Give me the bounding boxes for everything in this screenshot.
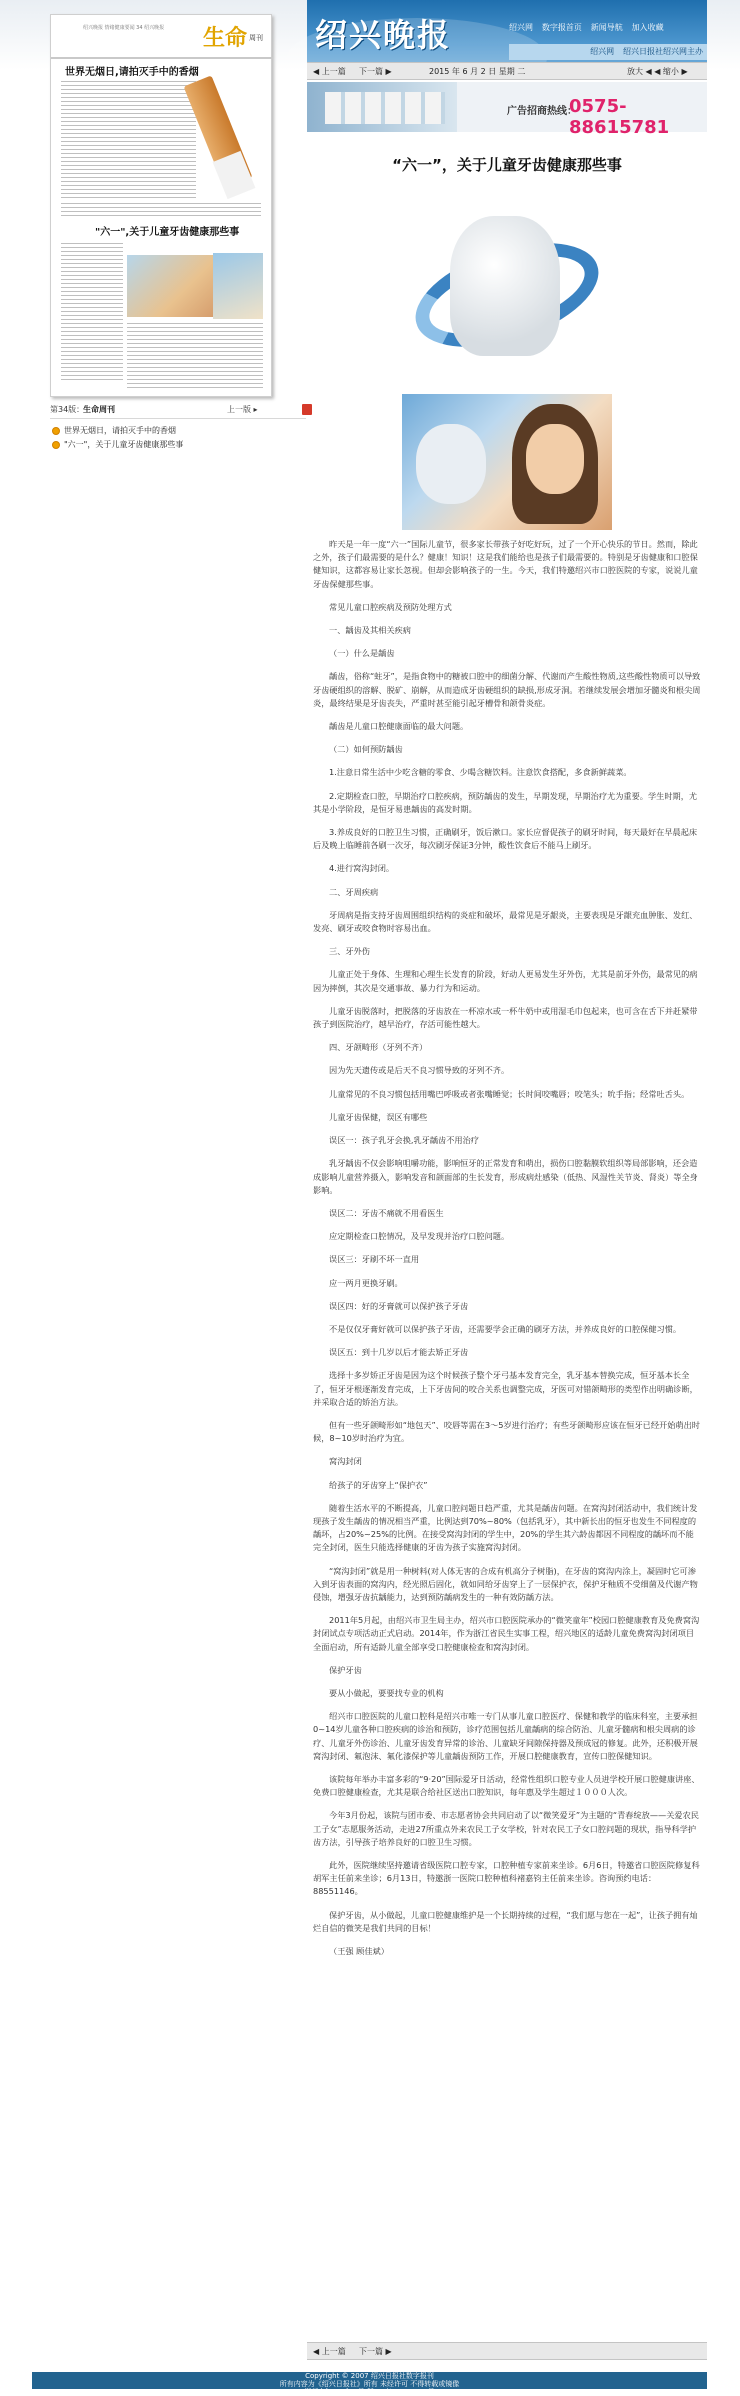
article-paragraph: 2011年5月起，由绍兴市卫生局主办，绍兴市口腔医院承办的“微笑童年”校园口腔健康教育及免费窝沟封闭试点专项活动正式启动。2014年，作为浙江省民生实事工程，绍兴地区的适龄儿童免费窝沟封闭项目全面启动，所有适龄儿童全部享受口腔健康检查和窝沟封闭。 (313, 1615, 700, 1652)
article-paragraph: （王强 顾佳斌） (329, 1946, 389, 1957)
article-list-item-label[interactable]: "六一"，关于儿童牙齿健康那些事 (64, 440, 184, 449)
divider (50, 418, 306, 419)
article-paragraph: 儿童常见的不良习惯包括用嘴巴呼吸或者张嘴睡觉；长时间咬嘴唇；咬笔头；吮手指；经常吐舌头。 (329, 1088, 690, 1099)
article-paragraph: 绍兴市口腔医院的儿童口腔科是绍兴市唯一专门从事儿童口腔医疗、保健和教学的临床科室，主要承担0~14岁儿童各种口腔疾病的诊治和预防，诊疗范围包括儿童龋病的综合防治、儿童牙髓病和根尖周病的诊疗、儿童牙外伤诊治、儿童牙齿发育异常的诊治、儿童缺牙间隙保持器及预成冠的修复。此外，还积极开展窝沟封闭、氟泡沫、氟化漆保护等儿童龋齿预防工作，开展口腔健康教育，宣传口腔保健知识。 (313, 1711, 698, 1761)
article-paragraph: 保护牙齿，从小做起，儿童口腔健康维护是一个长期持续的过程，“我们愿与您在一起”，让孩子拥有灿烂自信的微笑是我们共同的目标！ (313, 1909, 698, 1933)
article-paragraph: 不是仅仅牙膏好就可以保护孩子牙齿，还需要学会正确的刷牙方法，并养成良好的口腔保健习惯。 (329, 1323, 682, 1334)
issue-date: 2015 年 6 月 2 日 星期 二 (429, 67, 526, 76)
left-column (32, 0, 306, 460)
thumbnail-brand-sub: 周刊 (249, 34, 263, 42)
article-paragraph: 误区一：孩子乳牙会换,乳牙龋齿不用治疗 (329, 1135, 479, 1146)
article-paragraph: 龋齿，俗称“蛀牙”，是指食物中的糖被口腔中的细菌分解、代谢而产生酸性物质,这些酸性物质可以导致牙齿硬组织的溶解、脱矿、崩解，从而造成牙齿硬组织的缺损,形成牙洞。若继续发展会增加牙髓炎和根尖周炎，最终结果是牙齿丧失，严重时甚至能引起牙槽骨和颌骨炎症。 (313, 671, 701, 708)
article-paragraph: 儿童正处于身体、生理和心理生长发育的阶段，好动人更易发生牙外伤，尤其是前牙外伤，最常见的病因为摔倒，其次是交通事故、暴力行为和运动。 (313, 969, 698, 993)
article-list-item-label[interactable]: 世界无烟日，请拍灭手中的香烟 (64, 426, 176, 435)
sub-link[interactable]: 绍兴日报社绍兴网主办 (623, 47, 703, 56)
article-paragraph: 要从小做起，要要找专业的机构 (329, 1687, 444, 1698)
thumbnail-small-header: 绍兴晚报 情绪健康要闻 34 绍兴晚报 (83, 25, 165, 31)
article-paragraph: （二）如何预防龋齿 (329, 744, 403, 755)
article-paragraph: 选择十多岁矫正牙齿是因为这个时候孩子整个牙弓基本发育完全，乳牙基本替换完成，恒牙基本长全了，恒牙牙根逐渐发育完成，上下牙齿间的咬合关系也调整完成，牙医可对错颌畸形的类型作出明确诊断，并采取合适的矫治方法。 (313, 1370, 698, 1407)
top-link[interactable]: 新闻导航 (590, 23, 623, 32)
article-list-item[interactable] (50, 439, 306, 453)
article-paragraph: 因为先天遗传或是后天不良习惯导致的牙列不齐。 (329, 1065, 510, 1076)
article-list (50, 425, 306, 453)
ad-image-detail (325, 92, 445, 124)
article-paragraph: 保护牙齿 (329, 1664, 362, 1675)
font-size-controls[interactable]: 放大 ◀ ◀ 缩小 ▶ (627, 67, 688, 76)
thumbnail-header (51, 15, 273, 59)
next-article-link[interactable]: 下一篇 ▶ (359, 67, 392, 76)
article-body (313, 538, 701, 1968)
top-link[interactable]: 数字报首页 (541, 23, 582, 32)
bullet-icon (52, 427, 60, 435)
thumbnail-text-block (127, 323, 263, 389)
article-toolbar (307, 62, 707, 80)
article-title: “六一”，关于儿童牙齿健康那些事 (392, 156, 622, 174)
article-paragraph: 应定期检查口腔情况，及早发现并治疗口腔问题。 (329, 1231, 510, 1242)
article-paragraph: 误区三：牙刷不坏一直用 (329, 1254, 420, 1265)
thumbnail-brand: 生命 (202, 25, 247, 51)
prev-article-link[interactable]: ◀ 上一篇 (313, 2347, 346, 2356)
top-link[interactable]: 加入收藏 (631, 23, 664, 32)
next-article-link[interactable]: 下一篇 ▶ (359, 2347, 392, 2356)
ad-text: 广告招商热线： (507, 106, 577, 117)
prev-page-link[interactable]: 上一版 ▸ (227, 405, 258, 414)
article-paragraph: 常见儿童口腔疾病及预防处理方式 (329, 601, 452, 612)
article-paragraph: 应一两月更换牙刷。 (329, 1277, 403, 1288)
thumbnail-photo (127, 255, 219, 317)
tooth-shape (450, 216, 560, 356)
photo-figure (416, 424, 486, 504)
article-paragraph: 儿童牙齿脱落时，把脱落的牙齿放在一杯凉水或一杯牛奶中或用湿毛巾包起来，也可含在舌下并赶紧带孩子到医院治疗，越早治疗，存活可能性越大。 (313, 1005, 698, 1030)
article-paragraph: 给孩子的牙齿穿上“保护衣” (329, 1479, 428, 1490)
footer-line: 所有内容为《绍兴日报社》所有 未经许可 不得转载或镜像 (279, 2380, 460, 2388)
article-paragraph: 牙周病是指支持牙齿周围组织结构的炎症和破坏，最常见是牙龈炎，主要表现是牙龈充血肿胀、发红、发亮、刷牙或咬食物时容易出血。 (313, 909, 698, 934)
page-name: 生命周刊 (83, 405, 115, 414)
article-paragraph: 但有一些牙颌畸形如“地包天”、咬唇等需在3～5岁进行治疗；有些牙颌畸形应该在恒牙已经开始萌出时候，8~10岁时治疗为宜。 (313, 1419, 700, 1444)
prev-article-link[interactable]: ◀ 上一篇 (313, 67, 346, 76)
article-paragraph: 1.注意日常生活中少吃含糖的零食、少喝含糖饮料。注意饮食搭配，多食新鲜蔬菜。 (329, 767, 632, 778)
tooth-illustration (402, 200, 612, 385)
thumbnail-headline-1: 世界无烟日,请拍灭手中的香烟 (65, 67, 199, 78)
photo-figure (526, 424, 584, 494)
article-paragraph: “窝沟封闭”就是用一种树料(对人体无害的合成有机高分子树脂)，在牙齿的窝沟内涂上，凝固时它可渗入到牙齿表面的窝沟内，经光照后固化，就如同给牙齿穿上了一层保护衣，保护牙釉质不受细菌及代谢产物侵蚀，增强牙齿抗龋能力，达到预防龋病发生的一种有效防龋方法。 (313, 1565, 698, 1602)
thumbnail-text-block (61, 81, 196, 199)
article-paragraph: 4.进行窝沟封闭。 (329, 863, 395, 874)
article-paragraph: 一、龋齿及其相关疾病 (329, 625, 411, 636)
article-paragraph: 随着生活水平的不断提高，儿童口腔问题日趋严重，尤其是龋齿问题。在窝沟封闭活动中，我们统计发现孩子发生龋齿的情况相当严重，比例达到70%~80%（包括乳牙），其中新长出的恒牙也发生不同程度的龋坏，占20%~25%的比例。在接受窝沟封闭的学生中，20%的学生其六龄齿都因不同程度的龋坏而不能完全封闭，医生只能选择健康的牙齿为孩子实施窝沟封闭。 (313, 1502, 698, 1553)
ad-phone: 0575-88615781 (569, 96, 670, 138)
footer (32, 2372, 707, 2396)
article-paragraph: 误区四：好的牙膏就可以保护孩子牙齿 (329, 1300, 469, 1311)
ad-banner[interactable] (307, 82, 707, 138)
article-paragraph: 误区五：到十几岁以后才能去矫正牙齿 (329, 1347, 469, 1358)
pdf-icon[interactable] (302, 404, 312, 415)
bottom-toolbar (307, 2342, 707, 2360)
article-paragraph: 三、牙外伤 (329, 946, 370, 957)
page-info-bar (50, 404, 306, 416)
article-paragraph: 四、牙颌畸形（牙列不齐） (329, 1042, 428, 1053)
sub-link[interactable]: 绍兴网 (590, 47, 615, 56)
bullet-icon (52, 441, 60, 449)
main-frame (32, 0, 707, 2396)
thumbnail-headline-2: "六一",关于儿童牙齿健康那些事 (95, 227, 240, 238)
thumbnail-text-block (61, 203, 261, 217)
article-paragraph: 3.养成良好的口腔卫生习惯，正确刷牙，饭后漱口。家长应督促孩子的刷牙时间，每天最好在早晨起床后及晚上临睡前各刷一次牙，每次刷牙保证3分钟，酸性饮食后不能马上刷牙。 (313, 827, 698, 851)
top-link[interactable]: 绍兴网 (509, 23, 533, 32)
dental-checkup-photo (402, 394, 612, 530)
article-paragraph: 二、牙周疾病 (329, 886, 379, 897)
article-paragraph: 该院每年举办丰富多彩的“9·20”国际爱牙日活动，经常性组织口腔专业人员进学校开展口腔健康讲座、免费口腔健康检查，尤其是联合给社区送出口腔知识，每年惠及学生超过１０００人次。 (313, 1774, 700, 1798)
article-paragraph: 2.定期检查口腔，早期治疗口腔疾病，预防龋齿的发生，早期发现，早期治疗尤为重要。学生时期，尤其是小学阶段，是恒牙易患龋齿的高发时期。 (313, 790, 698, 814)
article-paragraph: 龋齿是儿童口腔健康面临的最大问题。 (329, 721, 469, 732)
article-list-item[interactable] (50, 425, 306, 439)
newspaper-page-thumbnail[interactable] (50, 14, 272, 397)
article-paragraph: 此外，医院继续坚持邀请省级医院口腔专家，口腔种植专家前来坐诊。6月6日，特邀省口腔医院修复科胡军主任前来坐诊；6月13日，特邀浙一医院口腔种植科褚嘉钧主任前来坐诊。咨询预约电话：88551146。 (313, 1860, 700, 1897)
site-logo[interactable]: 绍兴晚报 (315, 16, 452, 54)
article-paragraph: 窝沟封闭 (329, 1456, 362, 1467)
article-paragraph: 今年3月份起，该院与团市委、市志愿者协会共同启动了以“微笑爱牙”为主题的“青春绽放——关爱农民工子女”志愿服务活动，走进27所重点外来农民工子女学校，针对农民工子女口腔问题的现状，指导科学护齿方法，引导孩子培养良好的口腔卫生习惯。 (313, 1810, 699, 1847)
article-paragraph: 昨天是一年一度“六一”国际儿童节，很多家长带孩子好吃好玩，过了一个开心快乐的节日。然而，除此之外，孩子们最需要的是什么？健康！知识！这是我们能给也是孩子们最需要的。特别是牙齿健康和口腔保健知识，这都容易让家长忽视。但却会影响孩子的一生。今天，我们特邀绍兴市口腔医院的专家，说说儿童牙齿保健那些事。 (313, 539, 698, 589)
article-paragraph: 儿童牙齿保健，误区有哪些 (329, 1111, 428, 1122)
thumbnail-photo (213, 253, 263, 319)
thumbnail-text-block (61, 243, 123, 383)
page-number: 第34版： (50, 405, 85, 414)
article-paragraph: 误区二：牙齿不痛就不用看医生 (329, 1207, 444, 1218)
article-paragraph: 乳牙龋齿不仅会影响咀嚼功能，影响恒牙的正常发育和萌出，损伤口腔黏膜软组织等局部影响，还会造成影响儿童营养摄入，影响发音和颌面部的生长发育，形成病灶感染（低热、风湿性关节炎、肾炎）等全身影响。 (313, 1158, 698, 1195)
sub-links (584, 46, 703, 57)
footer-line: 浙新办[2006]22号 浙ICP备06037124号 (304, 2388, 435, 2396)
top-links (509, 22, 670, 34)
article-paragraph: （一）什么是龋齿 (329, 648, 395, 659)
footer-copyright: Copyright © 2007 绍兴日报社数字报刊 (305, 2372, 434, 2380)
